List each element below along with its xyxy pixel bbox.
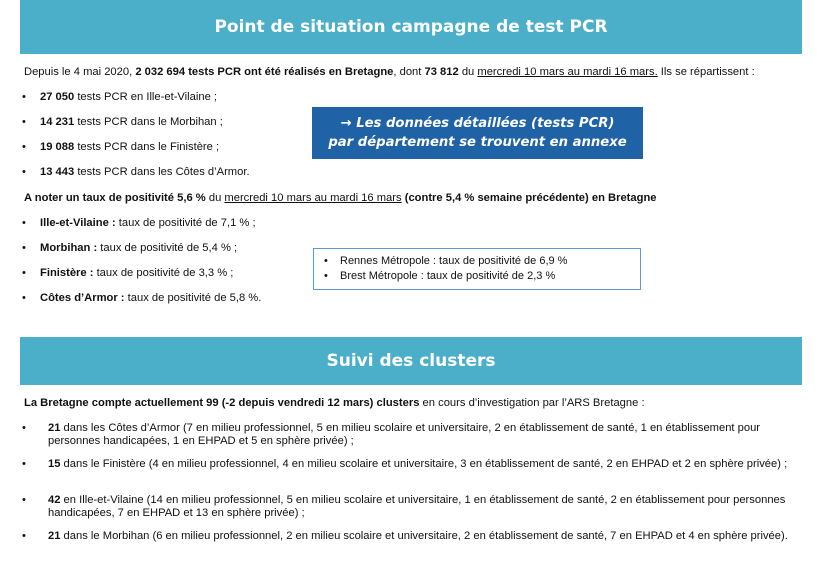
cluster-item-morbihan: • 21 dans le Morbihan (6 en milieu professionnel, 2 en milieu scolaire et universitaire, 2 en établissement de santé, 7 en EHPAD et 4 en sphère privée). [22, 530, 788, 542]
list-item-tests-cotes-armor: • 13 443 tests PCR dans les Côtes d’Armor. [22, 166, 250, 178]
list-item-tests-finistere: • 19 088 tests PCR dans le Finistère ; [22, 141, 220, 153]
list-item-rate-ille-et-vilaine: • Ille-et-Vilaine : taux de positivité de 7,1 % ; [22, 217, 256, 229]
list-item-brest-metropole: • Brest Métropole : taux de positivité de 2,3 % [324, 270, 556, 282]
list-item-tests-morbihan: • 14 231 tests PCR dans le Morbihan ; [22, 116, 223, 128]
positivity-summary: A noter un taux de positivité 5,6 % du mercredi 10 mars au mardi 16 mars (contre 5,4 % semaine précédente) en Bretagne [24, 192, 657, 204]
annex-callout-box [312, 107, 643, 159]
cluster-item-ille-et-vilaine: • 42 en Ille-et-Vilaine (14 en milieu professionnel, 5 en milieu scolaire et universitaire, 1 en établissement de santé, 2 en établissement pour personnes handicapées, 7 en EHPAD et 13 en sphère privée) ; [22, 494, 786, 519]
metropole-rates-box [313, 248, 641, 290]
cluster-item-cotes-armor: • 21 dans les Côtes d’Armor (7 en milieu professionnel, 5 en milieu scolaire et universitaire, 2 en établissement de santé, 1 en établissement pour personnes handicapées, 1 en EHPAD et 5 en sphère privée) ; [22, 422, 761, 447]
cluster-item-finistere: • 15 dans le Finistère (4 en milieu professionnel, 4 en milieu scolaire et universitaire, 3 en établissement de santé, 2 en EHPAD et 2 en sphère privée) ; [22, 458, 788, 470]
annex-callout-line2: par département se trouvent en annexe [328, 135, 627, 150]
list-item-tests-ille-et-vilaine: • 27 050 tests PCR en Ille-et-Vilaine ; [22, 91, 218, 103]
section-clusters-title: Suivi des clusters [20, 337, 802, 385]
list-item-rate-morbihan: • Morbihan : taux de positivité de 5,4 % ; [22, 242, 238, 254]
section-pcr-title: Point de situation campagne de test PCR [20, 0, 802, 54]
list-item-rate-finistere: • Finistère : taux de positivité de 3,3 % ; [22, 267, 234, 279]
pcr-intro: Depuis le 4 mai 2020, 2 032 694 tests PCR ont été réalisés en Bretagne, dont 73 812 du mercredi 10 mars au mardi 16 mars. Ils se répartissent : [24, 66, 755, 78]
annex-callout-line1: → Les données détaillées (tests PCR) [340, 116, 615, 131]
list-item-rennes-metropole: • Rennes Métropole : taux de positivité de 6,9 % [324, 255, 568, 267]
clusters-intro: La Bretagne compte actuellement 99 (-2 depuis vendredi 12 mars) clusters en cours d’investigation par l’ARS Bretagne : [24, 397, 645, 409]
list-item-rate-cotes-armor: • Côtes d’Armor : taux de positivité de 5,8 %. [22, 292, 262, 304]
